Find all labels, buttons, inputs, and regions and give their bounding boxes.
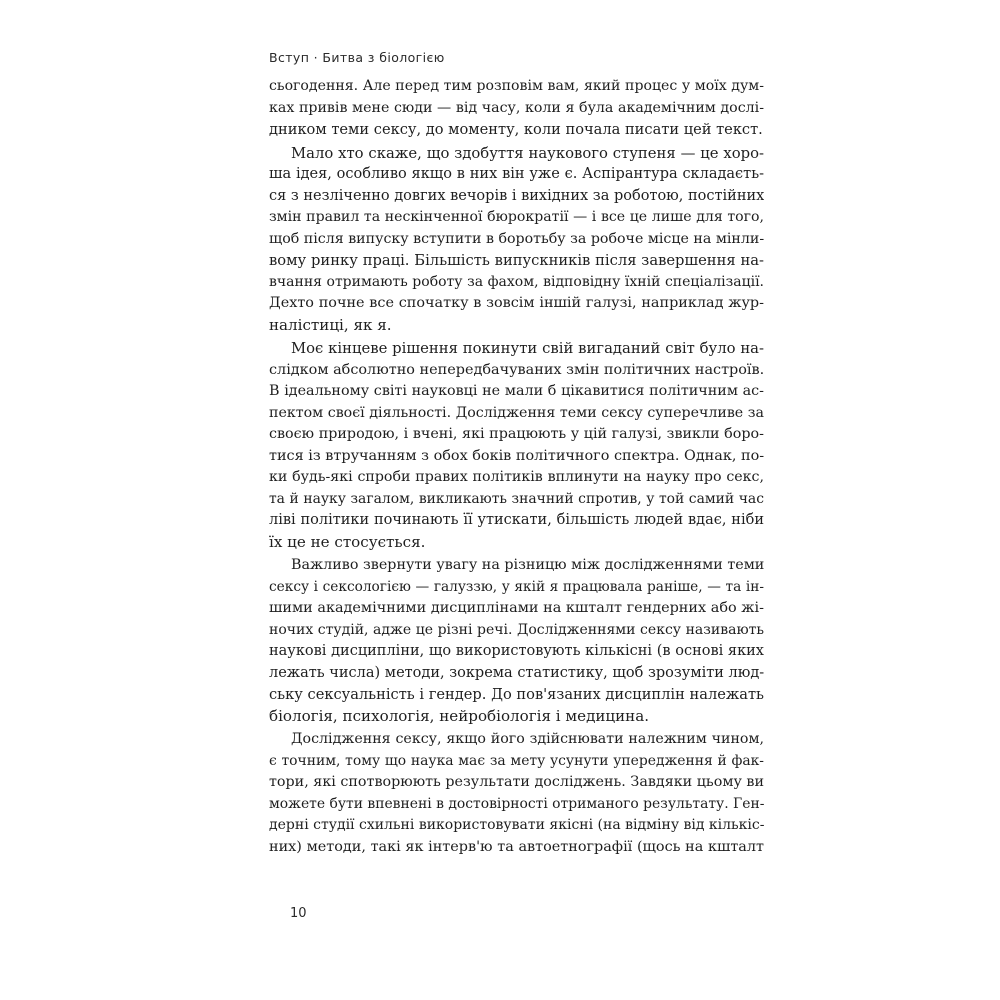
- text-line: ську сексуальність і гендер. До пов'язаних дисциплін належать: [269, 686, 764, 703]
- text-line: лежать числа) методи, зокрема статистику, щоб зрозуміти люд-: [269, 664, 764, 681]
- text-line: своєю природою, і вчені, які працюють у цій галузі, звикли боро-: [269, 426, 764, 442]
- text-line: шими академічними дисциплінами на кшталт гендерних або жі-: [269, 600, 764, 616]
- text-line: змін правил та нескінченної бюрократії — і все це лише для того,: [269, 209, 764, 225]
- text-line: Дехто почне все спочатку в зовсім іншій галузі, наприклад жур-: [269, 295, 764, 311]
- text-line: ліві політики починають її утискати, більшість людей вдає, ніби: [269, 512, 764, 528]
- text-line: налістиці, як я.: [269, 315, 392, 334]
- text-line: наукові дисципліни, що використовують кількісні (в основі яких: [269, 643, 764, 659]
- text-line: щоб після випуску вступити в боротьбу за робоче місце на мінли-: [269, 230, 764, 247]
- text-line: тися із втручанням з обох боків політичного спектра. Однак, по-: [269, 447, 764, 464]
- text-line: ночих студій, адже це різні речі. Дослідженнями сексу називають: [269, 621, 764, 638]
- page-number: 10: [290, 906, 307, 921]
- text-line: пектом своєї діяльності. Дослідження теми сексу суперечливе за: [269, 404, 764, 421]
- text-line: біологія, психологія, нейробіологія і медицина.: [269, 706, 650, 725]
- paragraph-first-line: Дослідження сексу, якщо його здійснювати належним чином,: [291, 731, 764, 747]
- text-line: сексу і сексологією — галуззю, у якій я працювала раніше, — та ін-: [269, 578, 764, 595]
- text-line: ки будь-які спроби правих політиків вплинути на науку про секс,: [269, 469, 764, 485]
- text-line: слідком абсолютно непередбачуваних змін політичних настроїв.: [269, 361, 764, 378]
- text-line: вчання отримають роботу за фахом, відповідну їхній спеціалізації.: [269, 273, 764, 290]
- running-head: Вступ · Битва з біологією: [269, 50, 445, 65]
- text-line: тори, які спотворюють результати досліджень. Завдяки цьому ви: [269, 774, 764, 790]
- text-line: дерні студії схильні використовувати якісні (на відміну від кількіс-: [269, 817, 764, 833]
- paragraph-first-line: Важливо звернути увагу на різницю між дослідженнями теми: [291, 557, 764, 573]
- text-line: ша ідея, особливо якщо в них він уже є. Аспірантура складаєть-: [269, 166, 764, 182]
- text-line: них) методи, такі як інтерв'ю та автоетнографії (щось на кшталт: [269, 838, 764, 855]
- text-line: можете бути впевнені в достовірності отриманого результату. Ген-: [269, 795, 764, 812]
- text-line: дником теми сексу, до моменту, коли почала писати цей текст.: [269, 121, 763, 138]
- paragraph-first-line: Мало хто скаже, що здобуття наукового ступеня — це хоро-: [291, 144, 764, 162]
- text-line: ся з незліченно довгих вечорів і вихідних за роботою, постійних: [269, 187, 764, 204]
- text-line: та й науку загалом, викликають значний спротив, у той самий час: [269, 490, 764, 507]
- text-line: ках привів мене сюди — від часу, коли я була академічним дослі-: [269, 99, 764, 116]
- text-line: є точним, тому що наука має за мету усунути упередження й фак-: [269, 752, 764, 769]
- paragraph-first-line: Моє кінцеве рішення покинути свій вигаданий світ було на-: [291, 340, 764, 357]
- body-text: [269, 76, 764, 858]
- text-line: вому ринку праці. Більшість випускників після завершення на-: [269, 252, 764, 269]
- text-line: сьогодення. Але перед тим розповім вам, який процес у моїх дум-: [269, 78, 764, 94]
- text-line: їх це не стосується.: [269, 532, 426, 551]
- text-line: В ідеальному світі науковці не мали б цікавитися політичним ас-: [269, 383, 764, 399]
